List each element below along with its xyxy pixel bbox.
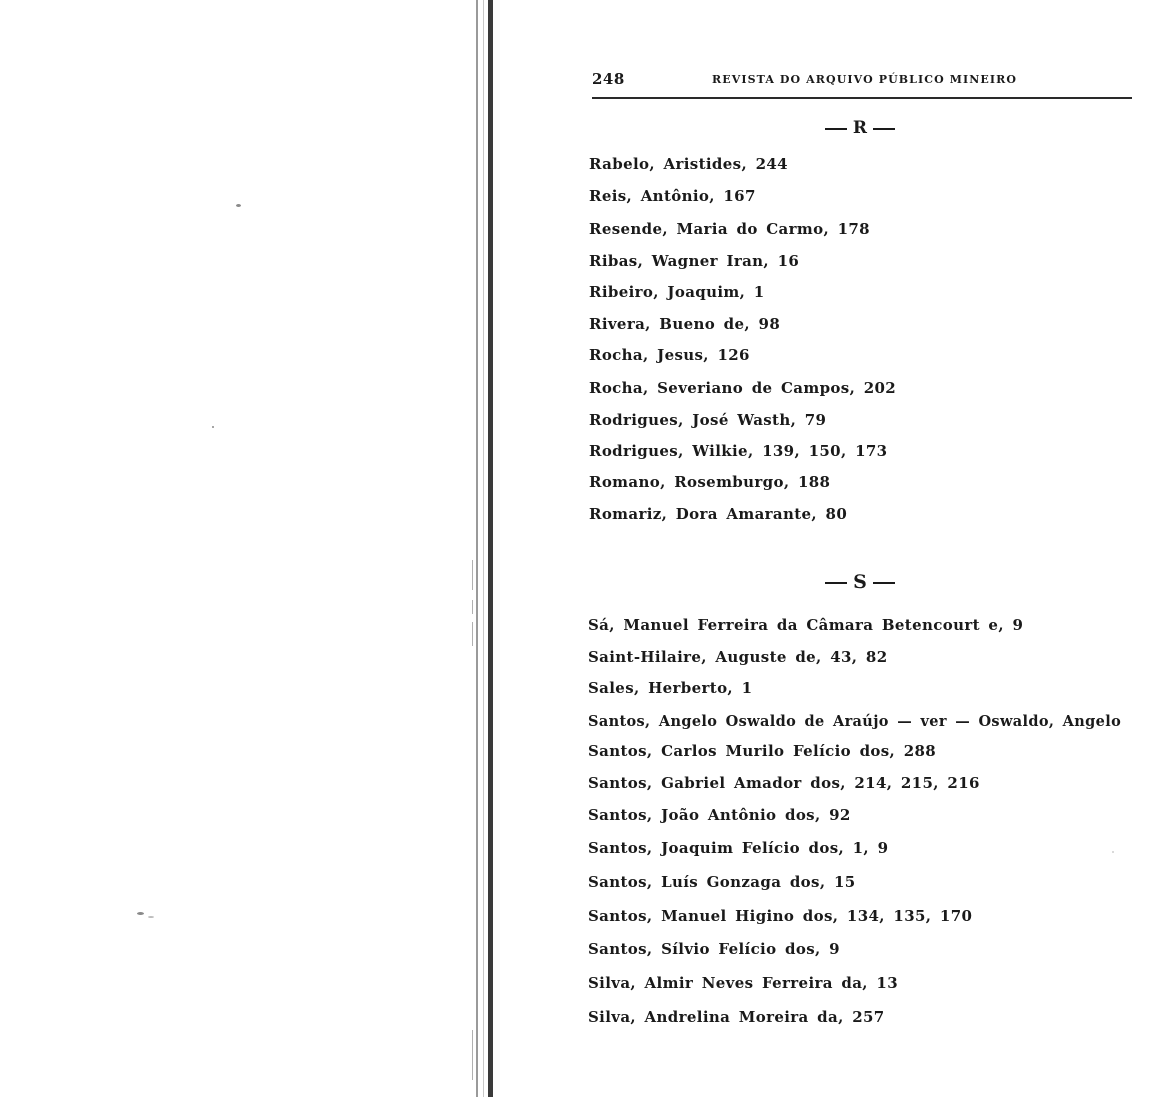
page-number: 248 [592,70,625,88]
index-entry: Rodrigues, Wilkie, 139, 150, 173 [589,442,888,460]
index-page [500,0,1161,1097]
section-letter: S [853,571,867,593]
index-entry: Silva, Andrelina Moreira da, 257 [588,1008,885,1026]
scan-speck [236,204,241,207]
index-entry: Santos, Luís Gonzaga dos, 15 [588,873,856,891]
index-entry: Rocha, Severiano de Campos, 202 [589,379,897,397]
index-entry: Reis, Antônio, 167 [589,187,756,205]
index-entry: Silva, Almir Neves Ferreira da, 13 [588,974,899,992]
scan-speck [148,916,154,918]
running-header [592,70,1132,96]
index-entry: Santos, Sílvio Felício dos, 9 [588,940,840,958]
index-entry: Santos, Joaquim Felício dos, 1, 9 [588,839,889,857]
scan-speck [212,426,214,428]
gutter-mark [472,622,473,646]
index-entry: Rabelo, Aristides, 244 [589,155,788,173]
index-entry: Santos, Gabriel Amador dos, 214, 215, 216 [588,774,980,792]
index-entry: Rivera, Bueno de, 98 [589,315,781,333]
index-entry: Romano, Rosemburgo, 188 [589,473,831,491]
book-spine-shadow [488,0,493,1097]
index-entry: Santos, Angelo Oswaldo de Araújo — ver — Oswaldo, Angelo [588,713,1122,730]
index-entry: Sá, Manuel Ferreira da Câmara Betencourt e, 9 [588,616,1024,634]
section-letter: R [852,118,868,138]
dash-left [825,128,847,130]
dash-left [825,582,847,584]
page-gutter-line [483,0,484,1097]
header-rule [592,97,1132,99]
index-entry: Santos, Manuel Higino dos, 134, 135, 170 [588,907,973,925]
index-entry: Romariz, Dora Amarante, 80 [589,505,848,523]
index-entry: Sales, Herberto, 1 [588,679,753,697]
index-entry: Rocha, Jesus, 126 [589,346,750,364]
index-entry: Rodrigues, José Wasth, 79 [589,411,827,429]
index-entry: Ribas, Wagner Iran, 16 [589,252,800,270]
gutter-mark [472,560,473,590]
dash-right [873,128,895,130]
index-entry: Ribeiro, Joaquim, 1 [589,283,765,301]
scan-speck [137,912,144,915]
dash-right [873,582,895,584]
gutter-mark [472,600,473,614]
section-heading-s [590,571,1130,593]
index-entry: Resende, Maria do Carmo, 178 [589,220,870,238]
section-heading-r [590,118,1130,138]
index-entry: Saint-Hilaire, Auguste de, 43, 82 [588,648,888,666]
page-gutter-line [476,0,478,1097]
index-entry: Santos, Carlos Murilo Felício dos, 288 [588,742,937,760]
scan-speck [1112,851,1114,853]
left-blank-page [0,0,470,1097]
gutter-mark [472,1030,473,1080]
journal-title: REVISTA DO ARQUIVO PÚBLICO MINEIRO [712,73,1018,86]
index-entry: Santos, João Antônio dos, 92 [588,806,851,824]
